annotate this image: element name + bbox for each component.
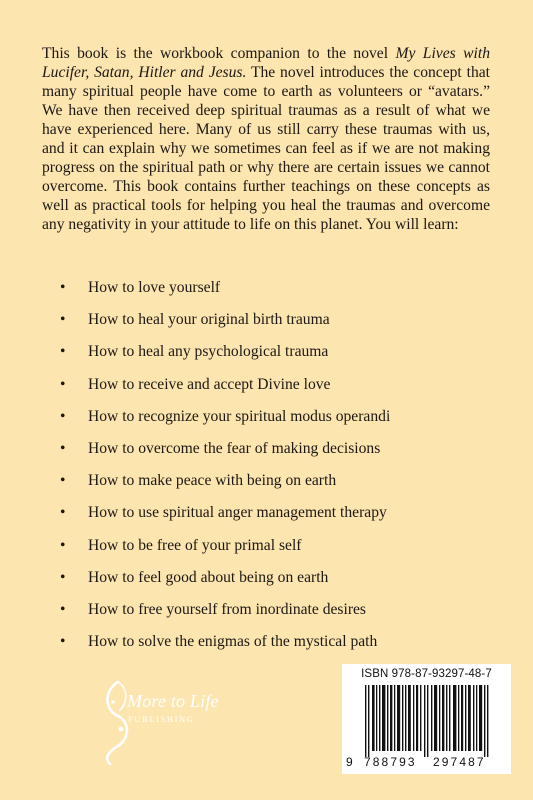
list-item-text: How to make peace with being on earth: [88, 472, 337, 490]
bullet-icon: •: [60, 375, 66, 393]
isbn-label: ISBN 978-87-93297-48-7: [361, 668, 492, 680]
list-item-text: How to free yourself from inordinate desires: [88, 600, 366, 618]
list-item-text: How to love yourself: [88, 279, 221, 296]
barcode-digit-first: 9: [346, 755, 353, 769]
list-item-text: How to heal your original birth trauma: [88, 311, 330, 329]
bullet-icon: •: [60, 600, 66, 618]
intro-text-rest: The novel introduces the concept that many spiritual people have come to earth as volunteers or “avatars.” We have then received deep spiritual traumas as a result of what we have experienced here. Many of us still carry these traumas with us, and it can explain why we sometimes can feel as if we are not making progress on the spiritual path or why there are certain issues we cannot overcome. This book contains further teachings on these concepts as well as practical tools for helping you heal the traumas and overcome any negativity in your attitude to life on this planet. You will learn:: [42, 64, 490, 233]
list-item-text: How to heal any psychological trauma: [88, 343, 329, 361]
list-item-text: How to overcome the fear of making decisions: [88, 439, 381, 457]
bullet-icon: •: [60, 504, 66, 522]
isbn-barcode: [342, 664, 511, 774]
list-item-text: How to solve the enigmas of the mystical path: [88, 633, 378, 651]
bullet-icon: •: [60, 311, 66, 329]
list-item-text: How to recognize your spiritual modus operandi: [88, 407, 391, 425]
bullet-icon: •: [60, 568, 66, 586]
intro-text-start: This book is the workbook companion to the novel: [42, 45, 396, 62]
list-item-text: How to be free of your primal self: [88, 536, 302, 554]
list-item-text: How to feel good about being on earth: [88, 568, 329, 586]
publisher-subtitle: PUBLISHING: [128, 714, 195, 724]
barcode-digits-right: 297487: [433, 755, 486, 769]
bullet-icon: •: [60, 472, 66, 490]
publisher-logo: [98, 676, 248, 766]
bullet-icon: •: [60, 343, 66, 361]
bullet-icon: •: [60, 536, 66, 554]
list-item-text: How to use spiritual anger management therapy: [88, 504, 387, 522]
bullet-icon: •: [60, 439, 66, 457]
publisher-name: More to Life: [127, 691, 219, 711]
novel-title: My Lives with Lucifer, Satan, Hitler and Jesus.: [42, 45, 490, 81]
barcode-digits-left: 788793: [364, 755, 417, 769]
bullet-icon: •: [60, 407, 66, 425]
barcode-bars-icon: [355, 685, 498, 757]
bullet-icon: •: [60, 633, 66, 651]
list-item-text: How to receive and accept Divine love: [88, 375, 331, 393]
bullet-icon: •: [60, 279, 66, 296]
intro-paragraph: [42, 44, 490, 234]
